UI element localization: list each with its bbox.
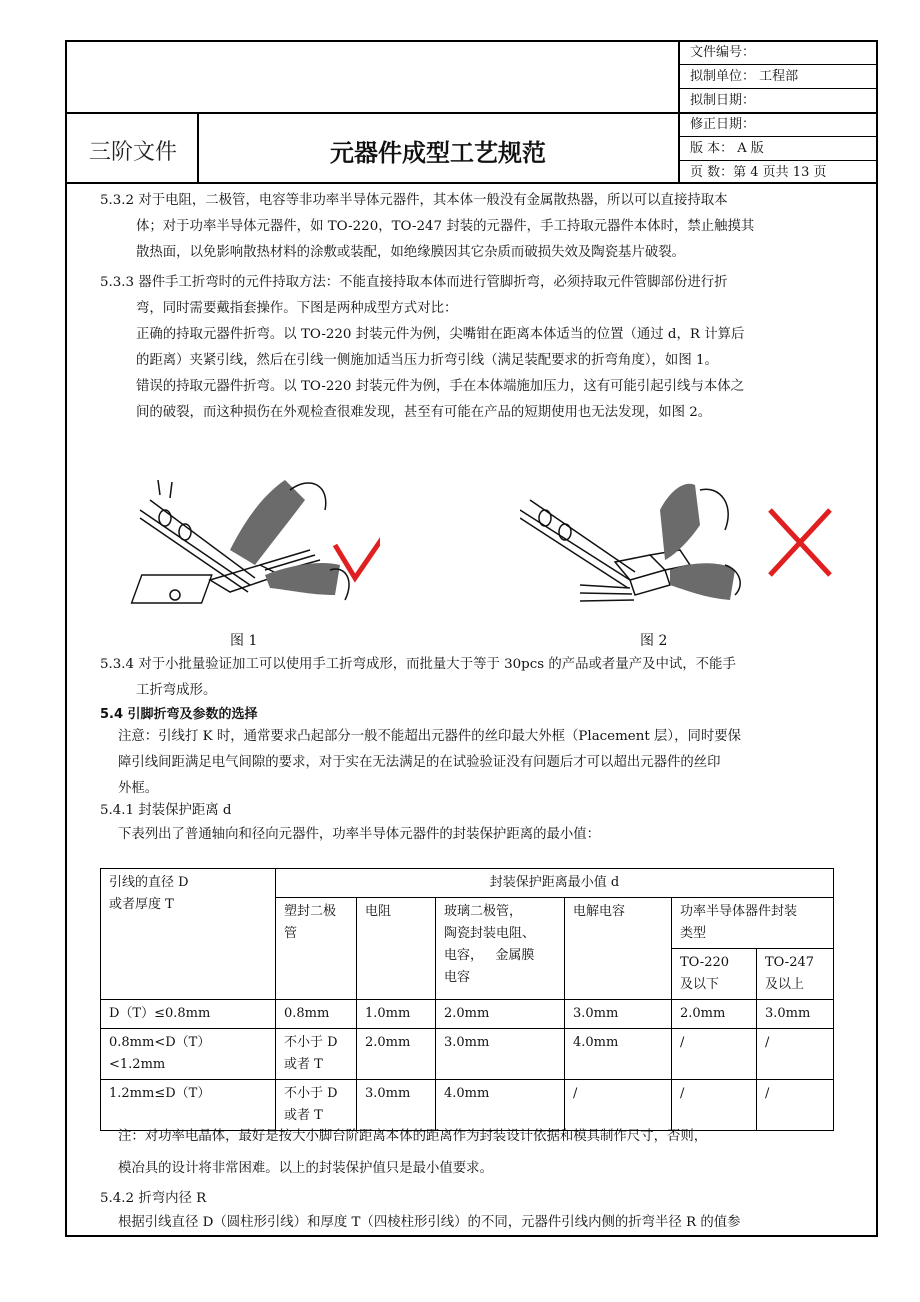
table-row: [101, 1080, 834, 1131]
table-header-resistor: 电阻: [357, 898, 436, 1000]
page-frame-right: [876, 184, 878, 1237]
section-5-4-title: 5.4 引脚折弯及参数的选择: [100, 707, 258, 722]
para-5-3-2: 散热面，以免影响散热材料的涂敷或装配，如绝缘膜因其它杂质而破损失效及陶瓷基片破裂。: [136, 245, 686, 260]
document-title: 元器件成型工艺规范: [330, 138, 546, 167]
section-5-4-1-title: 5.4.1 封装保护距离 d: [100, 803, 232, 818]
para-5-3-3: 正确的持取元器件折弯。以 TO-220 封装元件为例，尖嘴钳在距离本体适当的位置（通过 d，R 计算后: [136, 327, 745, 342]
table-header-power: 功率半导体器件封装 类型: [672, 898, 834, 949]
table-cell: /: [672, 1080, 757, 1131]
table-header-plastic-diode: 塑封二极 管: [276, 898, 357, 1000]
para-5-4-note: 障引线间距满足电气间隙的要求，对于实在无法满足的在试验验证没有问题后才可以超出元器件的丝印: [118, 755, 721, 770]
table-cell: D（T）≤0.8mm: [101, 1000, 276, 1029]
para-5-4-note: 外框。: [118, 781, 159, 796]
finger-shape: [265, 563, 340, 595]
table-note: 注：对功率电晶体，最好是按大小脚台阶距离本体的距离作为封装设计依据和模具制作尺寸，否则，: [118, 1129, 708, 1144]
para-5-3-3: 弯，同时需要戴指套操作。下图是两种成型方式对比：: [136, 301, 458, 316]
table-header-electrolytic: 电解电容: [565, 898, 672, 1000]
table-cell: 3.0mm: [357, 1080, 436, 1131]
table-cell: 2.0mm: [357, 1029, 436, 1080]
figure-2-wrong-bending: [520, 470, 840, 630]
table-cell: 2.0mm: [672, 1000, 757, 1029]
para-5-3-3: 错误的持取元器件折弯。以 TO-220 封装元件为例，手在本体端施加压力，这有可能引起引线与本体之: [136, 379, 745, 394]
check-mark-icon: [335, 505, 380, 578]
cross-mark-icon: [770, 510, 830, 575]
table-cell: /: [565, 1080, 672, 1131]
table-cell: 3.0mm: [565, 1000, 672, 1029]
table-header-lead: 引线的直径 D 或者厚度 T: [101, 869, 276, 1000]
figure-1-correct-bending: [130, 470, 380, 630]
para-5-3-3: 5.3.3 器件手工折弯时的元件持取方法：不能直接持取本体而进行管脚折弯，必须持取元件管脚部份进行折: [100, 275, 728, 290]
page-frame-left: [65, 184, 67, 1237]
para-5-4-note: 注意：引线打 K 时，通常要求凸起部分一般不能超出元器件的丝印最大外框（Placement 层），同时要保: [118, 729, 742, 744]
meta-row-line: [678, 160, 878, 161]
table-cell: /: [757, 1029, 834, 1080]
protection-distance-table: [100, 868, 834, 1131]
table-cell: 1.2mm≤D（T）: [101, 1080, 276, 1131]
finger-shape: [660, 484, 700, 560]
document-type: 三阶文件: [88, 139, 177, 165]
table-cell: 3.0mm: [436, 1029, 565, 1080]
table-cell: 不小于 D 或者 T: [276, 1029, 357, 1080]
figure-1-caption: 图 1: [230, 633, 258, 649]
meta-date: 拟制日期：: [690, 93, 756, 108]
table-header-to247: TO-247 及以上: [757, 949, 834, 1000]
table-cell: /: [672, 1029, 757, 1080]
table-cell: /: [757, 1080, 834, 1131]
title-column-divider: [197, 112, 199, 184]
table-cell: 0.8mm<D（T） <1.2mm: [101, 1029, 276, 1080]
table-cell: 不小于 D 或者 T: [276, 1080, 357, 1131]
para-5-4-2: 根据引线直径 D（圆柱形引线）和厚度 T（四棱柱形引线）的不同，元器件引线内侧的折弯半径 R 的值参: [118, 1215, 741, 1230]
table-header-to220: TO-220 及以下: [672, 949, 757, 1000]
para-5-3-2: 体；对于功率半导体元器件，如 TO-220，TO-247 封装的元器件，手工持取元器件本体时，禁止触摸其: [136, 219, 755, 234]
para-5-3-4: 工折弯成形。: [136, 683, 217, 698]
meta-file-number: 文件编号：: [690, 45, 756, 60]
table-header-glass-diode: 玻璃二极管， 陶瓷封装电阻、 电容， 金属膜 电容: [436, 898, 565, 1000]
finger-shape: [230, 480, 305, 565]
table-cell: 0.8mm: [276, 1000, 357, 1029]
para-5-3-4: 5.3.4 对于小批量验证加工可以使用手工折弯成形，而批量大于等于 30pcs 的产品或者量产及中试，不能手: [100, 657, 736, 672]
table-header-group: 封装保护距离最小值 d: [276, 869, 834, 898]
header-divider: [65, 112, 878, 114]
para-5-4-1: 下表列出了普通轴向和径向元器件，功率半导体元器件的封装保护距离的最小值：: [118, 827, 601, 842]
finger-shape: [670, 563, 735, 600]
meta-version: 版 本： A 版: [690, 141, 764, 156]
meta-row-line: [678, 136, 878, 137]
table-row: [101, 1000, 834, 1029]
figure-2-caption: 图 2: [640, 633, 668, 649]
meta-row-line: [678, 88, 878, 89]
table-note: 模冶具的设计将非常困难。以上的封装保护值只是最小值要求。: [118, 1161, 493, 1176]
table-cell: 3.0mm: [757, 1000, 834, 1029]
para-5-3-3: 间的破裂，而这种损伤在外观检查很难发现，甚至有可能在产品的短期使用也无法发现，如图 2。: [136, 405, 712, 420]
meta-row-line: [678, 64, 878, 65]
para-5-3-2: 5.3.2 对于电阻，二极管，电容等非功率半导体元器件，其本体一般没有金属散热器，所以可以直接持取本: [100, 193, 728, 208]
table-row: [101, 1029, 834, 1080]
table-cell: 4.0mm: [436, 1080, 565, 1131]
para-5-3-3: 的距离）夹紧引线，然后在引线一侧施加适当压力折弯引线（满足装配要求的折弯角度），如图 1。: [136, 353, 718, 368]
meta-pages: 页 数：第 4 页共 13 页: [690, 165, 827, 180]
table-cell: 1.0mm: [357, 1000, 436, 1029]
meta-revision-date: 修正日期：: [690, 117, 756, 132]
table-cell: 2.0mm: [436, 1000, 565, 1029]
meta-unit: 拟制单位： 工程部: [690, 69, 799, 84]
section-5-4-2-title: 5.4.2 折弯内径 R: [100, 1191, 207, 1206]
table-cell: 4.0mm: [565, 1029, 672, 1080]
meta-column-divider: [678, 40, 680, 184]
